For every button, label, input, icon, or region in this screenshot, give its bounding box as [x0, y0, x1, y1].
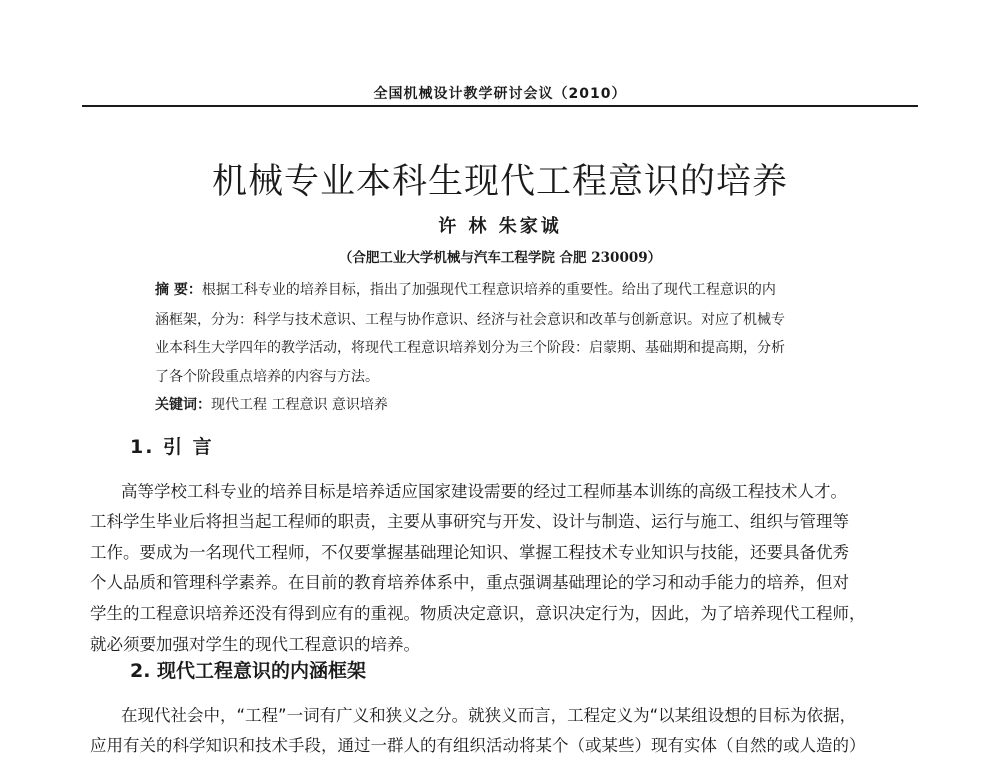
body-line: 工作。要成为一名现代工程师，不仅要掌握基础理论知识、掌握工程技术专业知识与技能，还要具备优秀 [90, 543, 849, 562]
section-heading: 1. 引 言 [130, 436, 214, 458]
section-heading: 2. 现代工程意识的内涵框架 [130, 660, 367, 682]
abstract-text: 根据工科专业的培养目标，指出了加强现代工程意识培养的重要性。给出了现代工程意识的内 [201, 282, 776, 298]
authors: 许 林 朱家诚 [438, 216, 562, 237]
keywords-line [155, 394, 388, 414]
keywords-text: 现代工程 工程意识 意识培养 [211, 397, 388, 413]
affiliation: （合肥工业大学机械与汽车工程学院 合肥 230009） [338, 250, 662, 266]
abstract-line: 业本科生大学四年的教学活动，将现代工程意识培养划分为三个阶段：启蒙期、基础期和提高期，分析 [155, 340, 785, 356]
body-line: 应用有关的科学知识和技术手段，通过一群人的有组织活动将某个（或某些）现有实体（自然的或人造的） [90, 736, 866, 755]
abstract-label: 摘 要： [155, 282, 202, 298]
body-line: 个人品质和管理科学素养。在目前的教育培养体系中，重点强调基础理论的学习和动手能力的培养，但对 [90, 573, 849, 592]
paper-title: 机械专业本科生现代工程意识的培养 [211, 162, 788, 202]
abstract-line: 涵框架，分为：科学与技术意识、工程与协作意识、经济与社会意识和改革与创新意识。对应了机械专 [155, 312, 785, 328]
body-line: 在现代社会中，“工程”一词有广义和狭义之分。就狭义而言，工程定义为“以某组设想的目标为依据， [121, 706, 857, 725]
body-line: 高等学校工科专业的培养目标是培养适应国家建设需要的经过工程师基本训练的高级工程技术人才。 [121, 482, 847, 501]
abstract-line [155, 279, 776, 299]
body-line: 就必须要加强对学生的现代工程意识的培养。 [90, 635, 420, 654]
running-header: 全国机械设计教学研讨会议（2010） [373, 86, 627, 102]
header-rule [82, 105, 918, 107]
body-line: 工科学生毕业后将担当起工程师的职责，主要从事研究与开发、设计与制造、运行与施工、组织与管理等 [90, 512, 849, 531]
keywords-label: 关键词： [155, 397, 211, 413]
abstract-line: 了各个阶段重点培养的内容与方法。 [155, 369, 379, 385]
body-line: 学生的工程意识培养还没有得到应有的重视。物质决定意识，意识决定行为，因此，为了培养现代工程师， [90, 604, 866, 623]
